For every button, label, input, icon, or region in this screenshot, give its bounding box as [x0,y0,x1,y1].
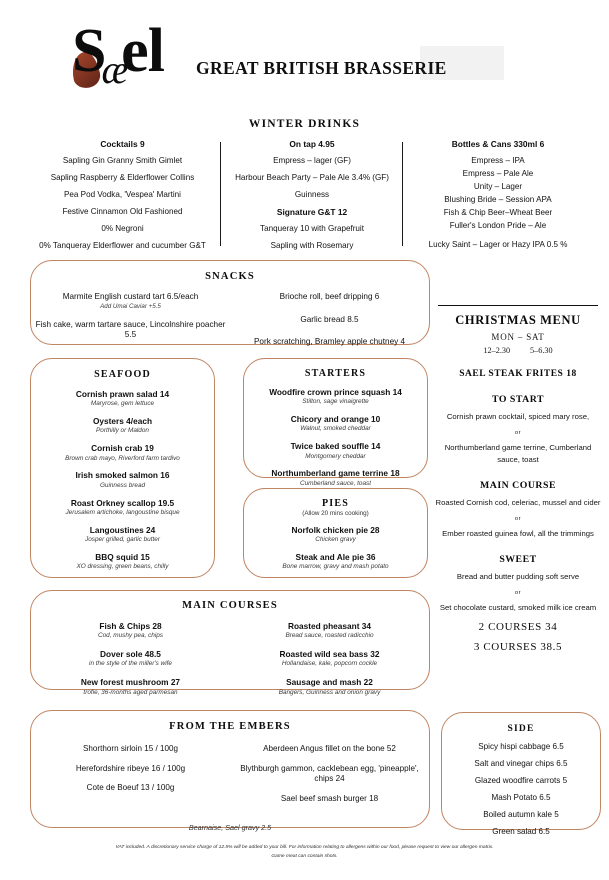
list-item: 0% Negroni [101,224,144,234]
item-desc: Walnut, smoked cheddar [300,425,371,433]
list-item: Sapling Raspberry & Elderflower Collins [50,173,195,183]
pies-title: PIES [321,498,350,509]
list-item: Brioche roll, beef dripping 6 [279,292,380,301]
item-name: Cornish prawn salad 14 [75,389,170,399]
christmas-menu-section [435,305,601,695]
item-desc: Cod, mushy pea, chips [97,632,163,640]
sweet-heading: SWEET [499,554,537,566]
list-item: Mash Potato 6.5 [491,793,551,802]
main-courses-title: MAIN COURSES [182,600,278,611]
logo-letters-el: el [121,17,164,85]
list-item [230,677,429,697]
winter-drinks-section [0,112,609,254]
christmas-times [435,346,601,355]
list-item: Aberdeen Angus fillet on the bone 52 [263,744,396,753]
item-desc: Bread sauce, roasted radicchio [285,632,374,640]
list-item [31,525,214,545]
winter-drinks-column-bottles [408,139,588,257]
embers-column-right [230,744,429,813]
list-item: Blythburgh gammon, cacklebean egg, 'pineapple', chips 24 [240,763,419,784]
list-item: Pork scratching, Bramley apple chutney 4 [253,337,406,347]
list-item: Boiled autumn kale 5 [483,810,559,819]
starters-section [243,358,428,487]
on-tap-heading: On tap 4.95 [289,139,335,149]
list-item: Herefordshire ribeye 16 / 100g [75,763,186,773]
list-item [31,443,214,463]
winter-drinks-divider-2 [402,142,403,246]
item-desc: Guinness bread [99,481,146,489]
embers-footer-note: Bearnaise, Sael gravy 2.5 [188,823,272,833]
winter-drinks-divider-1 [220,142,221,246]
list-item: Festive Cinnamon Old Fashioned [62,207,183,217]
list-item: Green salad 6.5 [492,827,550,836]
list-item: Empress – lager (GF) [273,156,351,165]
list-item-desc: Add Umai Caviar +5.5 [100,302,161,310]
winter-drinks-column-cocktails [30,139,215,258]
signature-gt-heading: Signature G&T 12 [276,207,348,218]
list-item: Harbour Beach Party – Pale Ale 3.4% (GF) [235,173,389,183]
logo-wordmark [72,17,172,92]
christmas-time-dinner: 5–6.30 [530,346,553,356]
list-item [244,525,427,545]
or-separator: or [514,430,522,437]
list-item [31,552,214,572]
item-name: Woodfire crown prince squash 14 [269,387,402,397]
list-item: Empress – IPA [471,156,525,165]
starters-title: STARTERS [304,368,367,379]
menu-header [0,0,609,112]
brand-tagline: GREAT BRITISH BRASSERIE [196,58,447,78]
item-name: Irish smoked salmon 16 [75,470,170,481]
list-item: Cornish prawn cocktail, spiced mary rose, [446,412,590,422]
price-2-courses: 2 COURSES 34 [478,621,558,634]
item-desc: trofie, 36-months aged parmesan [83,688,178,696]
spacer [230,303,429,315]
list-item [230,621,429,641]
list-item [31,498,214,518]
snacks-title: SNACKS [205,271,255,282]
list-item: Garlic bread 8.5 [300,314,359,324]
list-item: Blushing Bride – Session APA [444,195,552,205]
item-name: Chicory and orange 10 [290,414,381,425]
logo-letter-s: S [72,17,106,85]
list-item [244,387,427,407]
list-item: Fish cake, warm tartare sauce, Lincolnshire poacher 5.5 [35,319,226,340]
main-courses-columns [31,621,429,705]
list-item: Northumberland game terrine, Cumberland sauce, toast [444,443,592,464]
bottles-cans-heading: Bottles & Cans 330ml 6 [451,139,545,149]
list-item [244,552,427,572]
list-item: Marmite English custard tart 6.5/each [62,292,199,301]
winter-drinks-title: WINTER DRINKS [248,118,361,130]
item-name: Roast Orkney scallop 19.5 [70,497,175,508]
item-name: Langoustines 24 [89,524,156,535]
list-item: Set chocolate custard, smoked milk ice cream [439,603,597,613]
item-desc: Josper grilled, garlic butter [85,535,160,543]
seafood-section [30,358,215,578]
item-desc: Jerusalem artichoke, langoustine bisque [65,508,180,516]
snacks-section [30,260,430,345]
list-item: Salt and vinegar chips 6.5 [474,759,568,768]
list-item [230,649,429,669]
pies-section [243,488,428,578]
item-desc: Porthilly or Maldon [96,427,149,435]
item-name: Twice baked souffle 14 [290,441,381,452]
list-item: Spicy hispi cabbage 6.5 [478,742,564,751]
christmas-days: MON – SAT [491,332,545,343]
starters-items [244,387,427,489]
item-name: Dover sole 48.5 [100,649,161,660]
item-desc: Chicken gravy [315,536,356,544]
christmas-divider [438,305,598,306]
item-desc: XO dressing, green beans, chilly [76,563,169,571]
list-item [244,468,427,488]
main-courses-column-left [31,621,230,705]
sael-steak-frites: SAEL STEAK FRITES 18 [459,369,577,380]
item-name: Sausage and mash 22 [286,677,373,688]
winter-drinks-column-ontap [226,139,398,258]
logo-letter-ae: æ [101,47,126,92]
item-name: BBQ squid 15 [95,551,150,562]
item-desc: Stilton, sage vinaigrette [302,398,369,406]
menu-footer [0,843,609,862]
lucky-saint-item: Lucky Saint – Lager or Hazy IPA 0.5 % [428,239,568,249]
list-item: Sapling Gin Granny Smith Gimlet [62,156,183,165]
or-separator: or [514,590,522,597]
list-item [31,416,214,436]
side-title: SIDE [507,724,535,734]
item-name: Northumberland game terrine 18 [271,468,400,479]
item-desc: Bone marrow, gravy and mash potato [282,563,389,571]
snacks-column-left [31,292,230,348]
item-name: Roasted pheasant 34 [288,621,371,631]
spacer [31,310,230,320]
item-name: New forest mushroom 27 [80,677,181,688]
seafood-title: SEAFOOD [94,369,151,380]
main-courses-section [30,590,430,696]
christmas-time-lunch: 12–2.30 [483,346,511,356]
embers-section [30,710,430,833]
item-desc: Brown crab mayo, Riverford farm tardivo [65,454,180,462]
pies-items [244,525,427,572]
list-item: Sael beef smash burger 18 [280,793,379,803]
footer-disclaimer-line-2: Game meat can contain shots. [271,854,338,860]
list-item: Fish & Chip Beer–Wheat Beer [443,208,553,218]
item-desc: Maryrose, gem lettuce [90,400,155,408]
item-desc: Hollandaise, kale, popcorn cockle [281,660,378,668]
list-item [31,677,230,697]
pies-note: (Allow 20 mins cooking) [302,510,369,517]
list-item: Fuller's London Pride – Ale [449,221,547,231]
main-courses-column-right [230,621,429,705]
list-item: Bread and butter pudding soft serve [456,572,580,582]
list-item: Guinness [294,190,330,200]
snacks-columns [31,292,429,348]
item-name: Cornish crab 19 [91,443,154,454]
list-item: Empress – Pale Ale [462,169,534,179]
item-name: Roasted wild sea bass 32 [279,649,380,660]
list-item: Unity – Lager [473,182,523,192]
christmas-menu-title: CHRISTMAS MENU [455,313,581,328]
list-item [244,414,427,434]
item-name: Oysters 4/each [92,416,153,427]
list-item [244,441,427,461]
main-course-heading: MAIN COURSE [480,479,556,491]
seafood-items [31,389,214,572]
list-item: Roasted Cornish cod, celeriac, mussel and cider [435,497,601,507]
price-3-courses: 3 COURSES 38.5 [473,641,563,654]
side-section [441,712,601,836]
item-desc: Cumberland sauce, toast [299,479,372,487]
winter-drinks-columns [0,139,609,249]
list-item [31,621,230,641]
list-item: 0% Tanqueray Elderflower and cucumber G&T [39,241,206,251]
snacks-column-right [230,292,429,348]
footer-disclaimer-line-1: VAT included. A discretionary service charge of 12.5% will be added to your bill. For information relating to allergens within our food, please request to view our allergen matrix. [115,845,494,850]
list-item [31,649,230,669]
list-item: Sapling with Rosemary [270,241,354,251]
list-item: Shorthorn sirloin 15 / 100g [83,744,178,753]
spacer [230,325,429,337]
list-item: Glazed woodfire carrots 5 [474,776,568,785]
item-name: Fish & Chips 28 [99,621,162,631]
item-desc: Bangers, Guinness and onion gravy [278,688,381,696]
list-item: Ember roasted guinea fowl, all the trimmings [442,528,594,538]
embers-column-left [31,744,230,813]
item-name: Norfolk chicken pie 28 [291,525,380,535]
list-item [31,389,214,409]
item-name: Steak and Ale pie 36 [295,552,376,563]
item-desc: Montgomery cheddar [305,452,366,460]
item-desc: in the style of the miller's wife [89,660,172,668]
cocktails-heading: Cocktails 9 [100,139,145,149]
list-item: Tanqueray 10 with Grapefruit [260,224,364,234]
sael-logo [72,17,202,98]
or-separator: or [514,515,522,522]
list-item [31,470,214,490]
list-item: Pea Pod Vodka, 'Vespea' Martini [64,190,181,200]
list-item: Cote de Boeuf 13 / 100g [86,783,175,793]
embers-title: FROM THE EMBERS [169,721,291,732]
embers-columns [31,744,429,813]
to-start-heading: TO START [491,394,545,406]
